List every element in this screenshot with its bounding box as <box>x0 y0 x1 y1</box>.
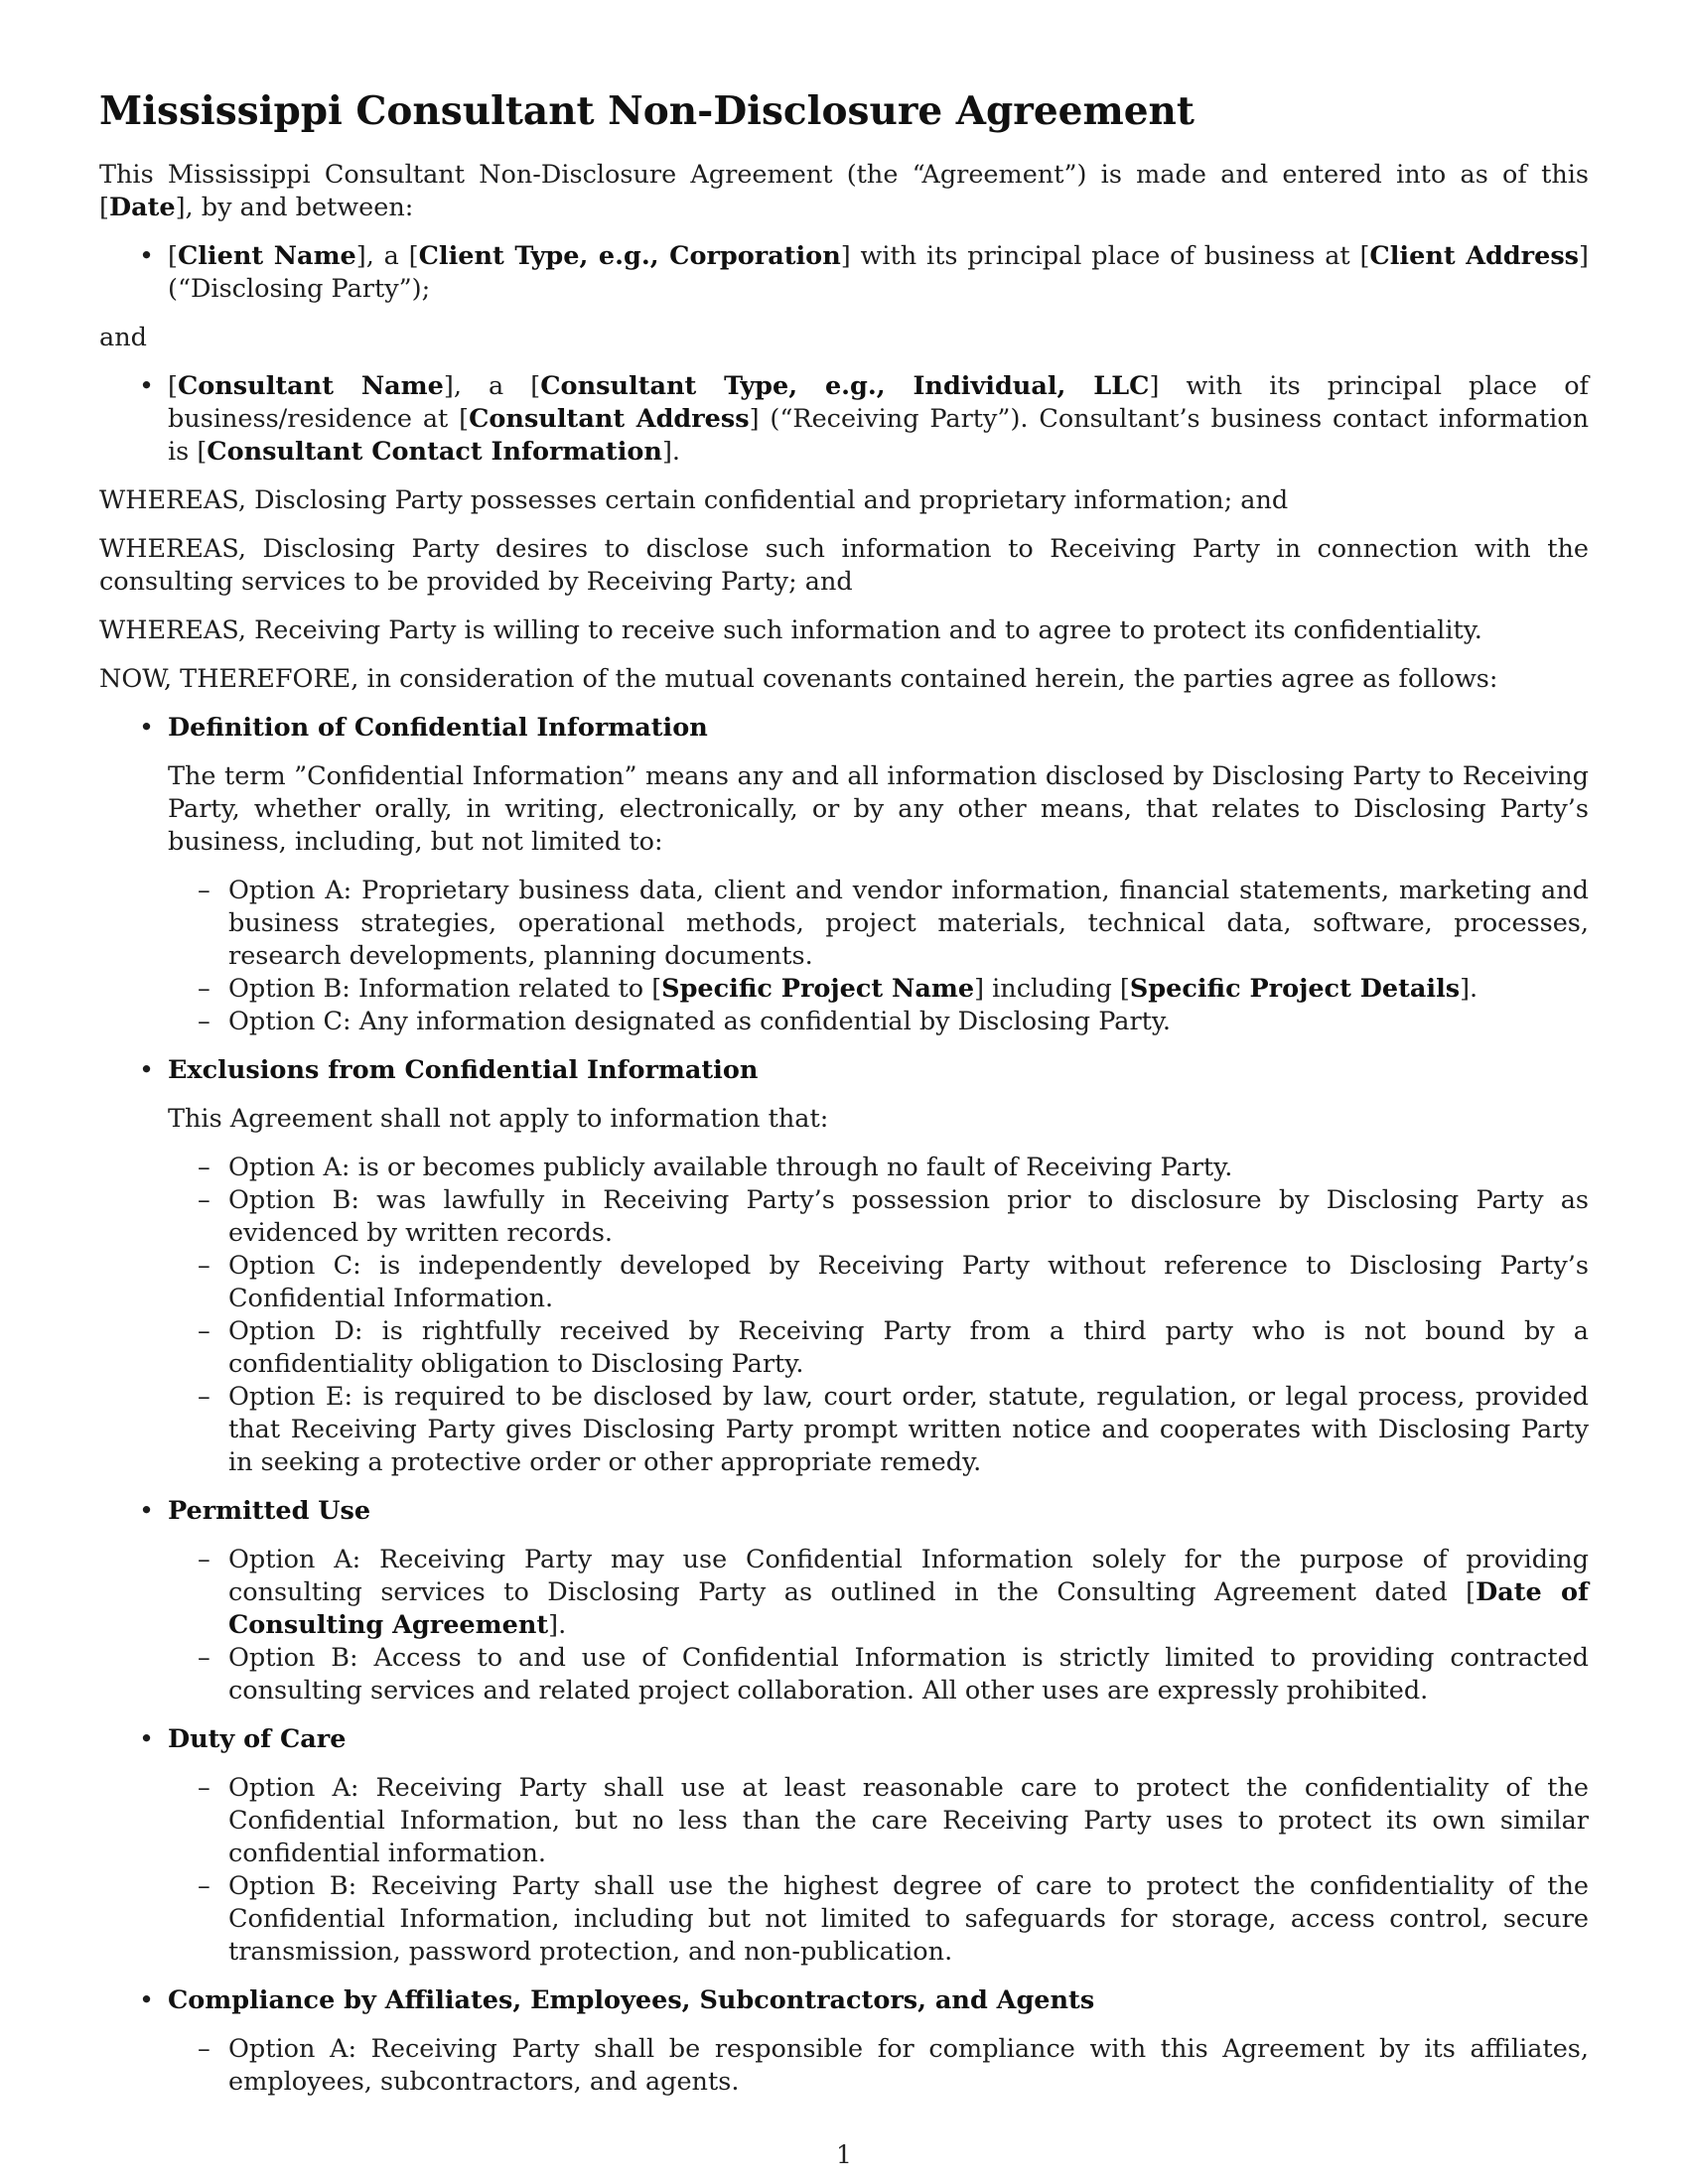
client-party-list <box>99 240 1589 306</box>
section-intro: This Agreement shall not apply to information that: <box>168 1104 829 1134</box>
option-item: – Option D: is rightfully received by Receiving Party from a third party who is not bound by a confidentiality obligation to Disclosing Party. <box>168 1315 1589 1381</box>
project-details-placeholder: Specific Project Details <box>1129 974 1461 1004</box>
consultant-contact-placeholder: Consultant Contact Information <box>207 437 662 467</box>
text-fragment: [ <box>168 371 178 401</box>
client-party-item <box>99 240 1589 306</box>
now-therefore-clause: NOW, THEREFORE, in consideration of the mutual covenants contained herein, the parties agree as follows: <box>99 664 1498 694</box>
text-fragment: ] with its principal place of business at [ <box>840 241 1370 271</box>
text-fragment: ] with its principal place of business/residence at [ <box>168 371 1589 434</box>
option-item: – Option A: is or becomes publicly available through no fault of Receiving Party. <box>168 1152 1589 1184</box>
option-list <box>168 1772 1589 1969</box>
consultant-name-placeholder: Consultant Name <box>177 371 444 401</box>
whereas-clause: WHEREAS, Receiving Party is willing to receive such information and to agree to protect its confidentiality. <box>99 615 1482 645</box>
intro-paragraph <box>99 159 1589 224</box>
date-placeholder: Date <box>108 193 176 222</box>
option-item: – Option B: Receiving Party shall use the highest degree of care to protect the confidentiality of the Confidential Information, including but not limited to safeguards for storage, access control, secure transmission, password protection, and non-publication. <box>168 1870 1589 1969</box>
section-permitted-use <box>99 1495 1589 1707</box>
consultant-type-placeholder: Consultant Type, e.g., Individual, LLC <box>540 371 1150 401</box>
consultant-party-list <box>99 370 1589 469</box>
whereas-clause: WHEREAS, Disclosing Party possesses certain confidential and proprietary information; and <box>99 485 1289 515</box>
option-item: – Option E: is required to be disclosed by law, court order, statute, regulation, or legal process, provided that Receiving Party gives Disclosing Party prompt written notice and cooperates with Disclosing Party in seeking a protective order or other appropriate remedy. <box>168 1381 1589 1479</box>
text-fragment: Option B: Information related to [ <box>228 974 662 1004</box>
section-exclusions <box>99 1054 1589 1479</box>
text-fragment: ]. <box>548 1610 567 1640</box>
option-item: – Option A: Proprietary business data, client and vendor information, financial statements, marketing and business strategies, operational methods, project materials, technical data, software, processes, research developments, planning documents. <box>168 875 1589 973</box>
section-title: • Permitted Use <box>168 1496 371 1526</box>
consulting-agreement-date-placeholder: Date of Consulting Agreement <box>228 1577 1589 1640</box>
intro-text: This Mississippi Consultant Non-Disclosure Agreement (the “Agreement”) is made and entered into as of this [ <box>99 160 1589 222</box>
client-name-placeholder: Client Name <box>177 241 356 271</box>
section-title: • Exclusions from Confidential Information <box>168 1055 759 1085</box>
text-fragment: Option A: Receiving Party may use Confidential Information solely for the purpose of providing consulting services to Disclosing Party as outlined in the Consulting Agreement dated [ <box>228 1545 1589 1607</box>
option-list <box>168 1544 1589 1707</box>
client-type-placeholder: Client Type, e.g., Corporation <box>418 241 841 271</box>
section-intro: The term ”Confidential Information” means any and all information disclosed by Disclosing Party to Receiving Party, whether orally, in writing, electronically, or by any other means, that relates to Disclosing Party’s business, including, but not limited to: <box>168 761 1589 857</box>
option-item: – Option C: is independently developed by Receiving Party without reference to Disclosing Party’s Confidential Information. <box>168 1250 1589 1315</box>
section-compliance <box>99 1984 1589 2099</box>
whereas-clause: WHEREAS, Disclosing Party desires to disclose such information to Receiving Party in connection with the consulting services to be provided by Receiving Party; and <box>99 534 1589 597</box>
section-title: • Definition of Confidential Information <box>168 713 708 743</box>
option-item <box>168 1544 1589 1642</box>
document-title: Mississippi Consultant Non-Disclosure Agreement <box>99 88 1195 134</box>
section-duty-of-care <box>99 1723 1589 1969</box>
option-item: – Option A: Receiving Party shall use at least reasonable care to protect the confidentiality of the Confidential Information, but no less than the care Receiving Party uses to protect its own similar confidential information. <box>168 1772 1589 1870</box>
consultant-address-placeholder: Consultant Address <box>469 404 750 434</box>
option-list <box>168 875 1589 1038</box>
section-definition <box>99 712 1589 1038</box>
option-list <box>168 2033 1589 2099</box>
text-fragment: [ <box>168 241 178 271</box>
agreement-sections <box>99 712 1589 2099</box>
option-list <box>168 1152 1589 1479</box>
text-fragment: ] (“Disclosing Party”); <box>168 241 1589 304</box>
consultant-party-item <box>99 370 1589 469</box>
section-title: • Duty of Care <box>168 1724 347 1754</box>
text-fragment: ] (“Receiving Party”). Consultant’s business contact information is [ <box>168 404 1590 467</box>
option-item: – Option B: was lawfully in Receiving Party’s possession prior to disclosure by Disclosing Party as evidenced by written records. <box>168 1184 1589 1250</box>
document-page <box>99 87 1589 2115</box>
option-item <box>168 973 1589 1006</box>
text-fragment: ]. <box>661 437 681 467</box>
client-address-placeholder: Client Address <box>1369 241 1580 271</box>
and-text: and <box>99 323 147 352</box>
option-item: – Option A: Receiving Party shall be responsible for compliance with this Agreement by its affiliates, employees, subcontractors, and agents. <box>168 2033 1589 2099</box>
text-fragment: ]. <box>1460 974 1478 1004</box>
intro-text-end: ], by and between: <box>175 193 414 222</box>
page-number: 1 <box>836 2140 852 2169</box>
text-fragment: ], a [ <box>355 241 419 271</box>
section-title: • Compliance by Affiliates, Employees, Subcontractors, and Agents <box>168 1985 1095 2015</box>
project-name-placeholder: Specific Project Name <box>661 974 975 1004</box>
option-item: – Option C: Any information designated as confidential by Disclosing Party. <box>168 1006 1589 1038</box>
text-fragment: ], a [ <box>443 371 541 401</box>
text-fragment: ] including [ <box>974 974 1130 1004</box>
option-item: – Option B: Access to and use of Confidential Information is strictly limited to providing contracted consulting services and related project collaboration. All other uses are expressly prohibited. <box>168 1642 1589 1707</box>
